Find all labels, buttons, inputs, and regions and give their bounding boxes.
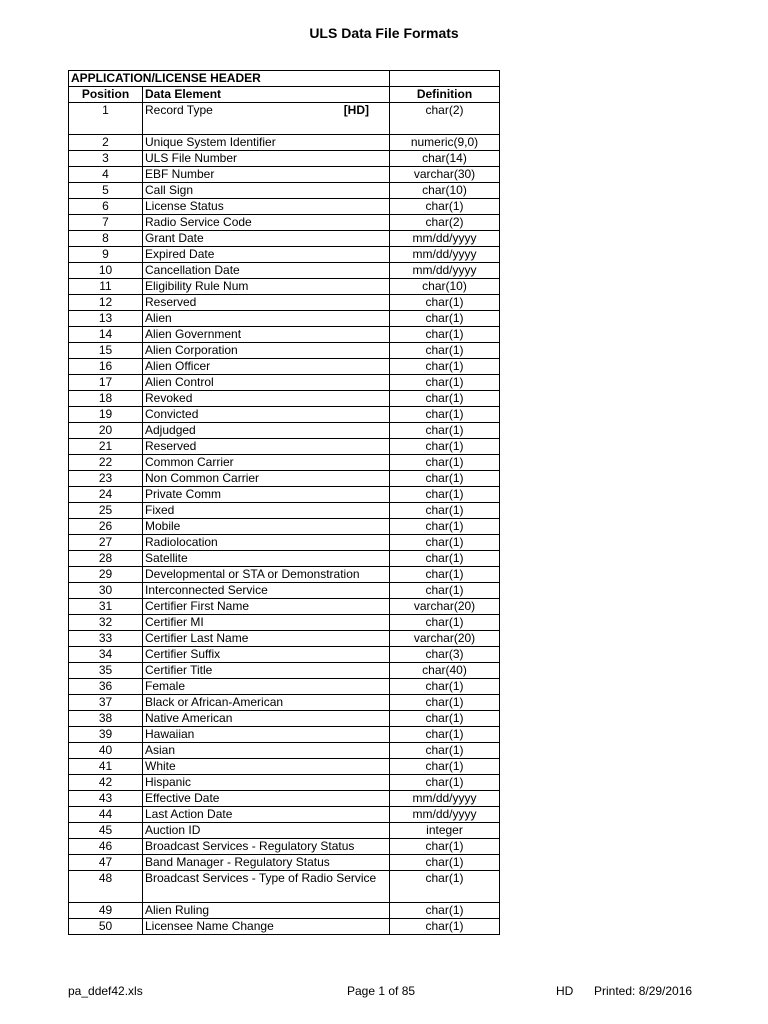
data-element-label: White	[145, 759, 176, 773]
data-element-cell	[143, 215, 390, 231]
definition-cell: char(1)	[390, 615, 500, 631]
definition-cell: char(1)	[390, 567, 500, 583]
column-header-definition: Definition	[390, 87, 500, 103]
position-cell: 9	[69, 247, 143, 263]
data-element-label: Grant Date	[145, 231, 204, 245]
definition-cell: char(1)	[390, 535, 500, 551]
data-element-cell	[143, 775, 390, 791]
data-element-cell	[143, 759, 390, 775]
data-element-cell	[143, 375, 390, 391]
position-cell: 44	[69, 807, 143, 823]
table-row	[69, 327, 500, 343]
data-element-label: Broadcast Services - Type of Radio Service	[145, 871, 377, 885]
data-element-cell	[143, 599, 390, 615]
table-row	[69, 151, 500, 167]
table-row	[69, 567, 500, 583]
data-element-label: Certifier MI	[145, 615, 204, 629]
position-cell: 37	[69, 695, 143, 711]
data-element-label: Adjudged	[145, 423, 196, 437]
position-cell: 7	[69, 215, 143, 231]
data-element-label: Revoked	[145, 391, 193, 405]
table-row	[69, 295, 500, 311]
record-tag: [HD]	[343, 103, 370, 117]
position-cell: 41	[69, 759, 143, 775]
data-element-label: Certifier First Name	[145, 599, 250, 613]
data-element-label: Non Common Carrier	[145, 471, 260, 485]
data-element-cell	[143, 663, 390, 679]
table-row	[69, 711, 500, 727]
data-element-cell	[143, 631, 390, 647]
data-element-cell	[143, 823, 390, 839]
data-element-label: Radiolocation	[145, 535, 218, 549]
data-element-cell	[143, 807, 390, 823]
position-cell: 46	[69, 839, 143, 855]
data-element-cell	[143, 439, 390, 455]
table-row	[69, 487, 500, 503]
position-cell: 11	[69, 279, 143, 295]
data-element-label: Alien Corporation	[145, 343, 238, 357]
data-element-label: Broadcast Services - Regulatory Status	[145, 839, 355, 853]
section-header-row	[69, 71, 500, 87]
position-cell: 40	[69, 743, 143, 759]
data-element-label: Private Comm	[145, 487, 222, 501]
definition-cell: char(1)	[390, 343, 500, 359]
position-cell: 28	[69, 551, 143, 567]
data-element-cell	[143, 183, 390, 199]
position-cell: 23	[69, 471, 143, 487]
section-header-blank	[390, 71, 500, 87]
data-element-label: Licensee Name Change	[145, 919, 274, 933]
column-header-position: Position	[69, 87, 143, 103]
position-cell: 8	[69, 231, 143, 247]
table-row	[69, 855, 500, 871]
position-cell: 35	[69, 663, 143, 679]
table-row	[69, 503, 500, 519]
data-element-cell	[143, 503, 390, 519]
definition-cell: char(1)	[390, 839, 500, 855]
position-cell: 5	[69, 183, 143, 199]
position-cell: 2	[69, 135, 143, 151]
data-element-label: Call Sign	[145, 183, 194, 197]
data-element-cell	[143, 647, 390, 663]
table-row	[69, 519, 500, 535]
position-cell: 21	[69, 439, 143, 455]
table-row	[69, 839, 500, 855]
position-cell: 39	[69, 727, 143, 743]
definition-cell: char(1)	[390, 487, 500, 503]
data-element-label: Hispanic	[145, 775, 192, 789]
table-row	[69, 551, 500, 567]
position-cell: 33	[69, 631, 143, 647]
definition-cell: varchar(20)	[390, 631, 500, 647]
footer-record-code: HD	[556, 984, 574, 998]
data-element-label: Female	[145, 679, 186, 693]
data-element-label: Common Carrier	[145, 455, 234, 469]
table-row	[69, 343, 500, 359]
definition-cell: char(1)	[390, 775, 500, 791]
position-cell: 27	[69, 535, 143, 551]
definition-cell: varchar(20)	[390, 599, 500, 615]
definition-cell: mm/dd/yyyy	[390, 807, 500, 823]
table-row	[69, 743, 500, 759]
data-element-label: Reserved	[145, 295, 197, 309]
data-element-label: Asian	[145, 743, 176, 757]
definition-cell: char(2)	[390, 215, 500, 231]
table-row	[69, 759, 500, 775]
table-row	[69, 615, 500, 631]
data-element-cell	[143, 551, 390, 567]
data-element-cell	[143, 263, 390, 279]
data-element-cell	[143, 919, 390, 935]
data-element-cell	[143, 391, 390, 407]
document-title: ULS Data File Formats	[309, 25, 459, 41]
definition-cell: char(1)	[390, 455, 500, 471]
position-cell: 42	[69, 775, 143, 791]
table-row	[69, 103, 500, 135]
table-row	[69, 583, 500, 599]
definition-cell: char(1)	[390, 327, 500, 343]
position-cell: 31	[69, 599, 143, 615]
position-cell: 10	[69, 263, 143, 279]
definition-cell: char(1)	[390, 407, 500, 423]
data-element-cell	[143, 279, 390, 295]
position-cell: 26	[69, 519, 143, 535]
table-row	[69, 375, 500, 391]
table-row	[69, 231, 500, 247]
table-row	[69, 359, 500, 375]
data-element-cell	[143, 455, 390, 471]
data-element-cell	[143, 791, 390, 807]
table-row	[69, 631, 500, 647]
table-row	[69, 823, 500, 839]
data-element-cell	[143, 583, 390, 599]
position-cell: 48	[69, 871, 143, 903]
definition-cell: char(10)	[390, 183, 500, 199]
position-cell: 17	[69, 375, 143, 391]
definition-cell: char(1)	[390, 199, 500, 215]
column-header-data-element: Data Element	[143, 87, 390, 103]
data-element-cell	[143, 903, 390, 919]
table-row	[69, 439, 500, 455]
data-element-label: Band Manager - Regulatory Status	[145, 855, 330, 869]
definition-cell: char(3)	[390, 647, 500, 663]
table-row	[69, 471, 500, 487]
table-row	[69, 199, 500, 215]
table-row	[69, 903, 500, 919]
position-cell: 6	[69, 199, 143, 215]
position-cell: 47	[69, 855, 143, 871]
data-element-cell	[143, 519, 390, 535]
definition-cell: char(40)	[390, 663, 500, 679]
data-element-cell	[143, 487, 390, 503]
data-element-cell	[143, 199, 390, 215]
data-element-label: Alien Officer	[145, 359, 211, 373]
data-element-cell	[143, 535, 390, 551]
position-cell: 1	[69, 103, 143, 135]
definition-cell: char(1)	[390, 743, 500, 759]
data-element-label: Certifier Suffix	[145, 647, 221, 661]
table-row	[69, 807, 500, 823]
position-cell: 50	[69, 919, 143, 935]
data-element-label: Alien Control	[145, 375, 214, 389]
data-element-cell	[143, 839, 390, 855]
data-element-label: Reserved	[145, 439, 197, 453]
definition-cell: char(1)	[390, 423, 500, 439]
table-row	[69, 423, 500, 439]
data-element-cell	[143, 295, 390, 311]
table-row	[69, 871, 500, 903]
position-cell: 24	[69, 487, 143, 503]
position-cell: 14	[69, 327, 143, 343]
table-row	[69, 407, 500, 423]
position-cell: 4	[69, 167, 143, 183]
table-row	[69, 167, 500, 183]
data-element-cell	[143, 471, 390, 487]
data-element-label: Alien Government	[145, 327, 242, 341]
position-cell: 25	[69, 503, 143, 519]
position-cell: 38	[69, 711, 143, 727]
definition-cell: char(1)	[390, 583, 500, 599]
data-element-label: ULS File Number	[145, 151, 238, 165]
data-element-label: Developmental or STA or Demonstration	[145, 567, 360, 581]
data-element-cell	[143, 615, 390, 631]
position-cell: 29	[69, 567, 143, 583]
data-element-cell	[143, 151, 390, 167]
data-element-cell	[143, 855, 390, 871]
table-row	[69, 135, 500, 151]
definition-cell: char(1)	[390, 903, 500, 919]
data-element-label: EBF Number	[145, 167, 215, 181]
table-row	[69, 279, 500, 295]
definition-cell: char(1)	[390, 519, 500, 535]
data-element-label: Expired Date	[145, 247, 215, 261]
table-row	[69, 311, 500, 327]
table-row	[69, 919, 500, 935]
data-element-cell	[143, 359, 390, 375]
definition-cell: char(1)	[390, 871, 500, 903]
data-element-label: Eligibility Rule Num	[145, 279, 249, 293]
position-cell: 15	[69, 343, 143, 359]
table-row	[69, 391, 500, 407]
data-element-cell	[143, 695, 390, 711]
position-cell: 36	[69, 679, 143, 695]
definition-cell: char(1)	[390, 551, 500, 567]
position-cell: 3	[69, 151, 143, 167]
data-element-label: Alien Ruling	[145, 903, 210, 917]
data-element-label: Alien	[145, 311, 172, 325]
data-element-cell	[143, 743, 390, 759]
table-row	[69, 215, 500, 231]
data-element-cell	[143, 407, 390, 423]
data-element-cell	[143, 167, 390, 183]
definition-cell: char(14)	[390, 151, 500, 167]
data-element-label: Black or African-American	[145, 695, 284, 709]
definition-cell: char(1)	[390, 679, 500, 695]
data-element-label: License Status	[145, 199, 224, 213]
data-element-label: Certifier Last Name	[145, 631, 249, 645]
position-cell: 49	[69, 903, 143, 919]
position-cell: 19	[69, 407, 143, 423]
definition-cell: char(1)	[390, 759, 500, 775]
section-header: APPLICATION/LICENSE HEADER	[69, 71, 390, 87]
data-element-label: Record Type	[145, 103, 213, 117]
definition-cell: char(1)	[390, 727, 500, 743]
footer-filename: pa_ddef42.xls	[68, 984, 143, 998]
definition-cell: char(1)	[390, 295, 500, 311]
definition-cell: numeric(9,0)	[390, 135, 500, 151]
footer-page-number: Page 1 of 85	[347, 984, 416, 998]
definition-cell: integer	[390, 823, 500, 839]
data-element-cell	[143, 679, 390, 695]
data-element-cell	[143, 567, 390, 583]
data-element-label: Cancellation Date	[145, 263, 240, 277]
position-cell: 16	[69, 359, 143, 375]
footer-printed-date: Printed: 8/29/2016	[594, 984, 693, 998]
definition-cell: char(1)	[390, 359, 500, 375]
position-cell: 18	[69, 391, 143, 407]
data-element-label: Radio Service Code	[145, 215, 252, 229]
position-cell: 22	[69, 455, 143, 471]
table-row	[69, 647, 500, 663]
table-row	[69, 263, 500, 279]
table-row	[69, 727, 500, 743]
definition-cell: mm/dd/yyyy	[390, 791, 500, 807]
data-element-label: Hawaiian	[145, 727, 195, 741]
data-format-table	[68, 70, 500, 935]
data-element-label: Fixed	[145, 503, 175, 517]
data-element-label: Interconnected Service	[145, 583, 268, 597]
table-row	[69, 183, 500, 199]
data-element-label: Effective Date	[145, 791, 220, 805]
position-cell: 43	[69, 791, 143, 807]
data-element-cell	[143, 423, 390, 439]
data-element-cell	[143, 343, 390, 359]
definition-cell: char(1)	[390, 919, 500, 935]
position-cell: 32	[69, 615, 143, 631]
table-row	[69, 663, 500, 679]
data-element-cell	[143, 871, 390, 903]
definition-cell: char(1)	[390, 503, 500, 519]
table-row	[69, 791, 500, 807]
definition-cell: char(1)	[390, 855, 500, 871]
definition-cell: mm/dd/yyyy	[390, 247, 500, 263]
data-element-cell	[143, 103, 390, 135]
data-element-cell	[143, 231, 390, 247]
definition-cell: char(1)	[390, 311, 500, 327]
position-cell: 30	[69, 583, 143, 599]
definition-cell: varchar(30)	[390, 167, 500, 183]
position-cell: 13	[69, 311, 143, 327]
definition-cell: char(1)	[390, 471, 500, 487]
data-element-cell	[143, 135, 390, 151]
table-row	[69, 247, 500, 263]
data-element-cell	[143, 711, 390, 727]
position-cell: 12	[69, 295, 143, 311]
data-element-cell	[143, 311, 390, 327]
position-cell: 34	[69, 647, 143, 663]
data-element-label: Native American	[145, 711, 233, 725]
data-element-cell	[143, 327, 390, 343]
data-element-label: Satellite	[145, 551, 188, 565]
data-element-label: Last Action Date	[145, 807, 233, 821]
column-header-row	[69, 87, 500, 103]
table-row	[69, 535, 500, 551]
data-element-cell	[143, 727, 390, 743]
data-element-label: Unique System Identifier	[145, 135, 276, 149]
definition-cell: char(1)	[390, 375, 500, 391]
definition-cell: char(1)	[390, 695, 500, 711]
definition-cell: char(1)	[390, 391, 500, 407]
definition-cell: mm/dd/yyyy	[390, 263, 500, 279]
table-row	[69, 455, 500, 471]
position-cell: 20	[69, 423, 143, 439]
definition-cell: char(1)	[390, 439, 500, 455]
definition-cell: char(1)	[390, 711, 500, 727]
definition-cell: char(2)	[390, 103, 500, 135]
data-element-label: Mobile	[145, 519, 181, 533]
table-row	[69, 695, 500, 711]
data-element-cell	[143, 247, 390, 263]
table-row	[69, 679, 500, 695]
table-row	[69, 775, 500, 791]
definition-cell: mm/dd/yyyy	[390, 231, 500, 247]
data-element-label: Convicted	[145, 407, 199, 421]
table-row	[69, 599, 500, 615]
definition-cell: char(10)	[390, 279, 500, 295]
data-element-label: Auction ID	[145, 823, 201, 837]
position-cell: 45	[69, 823, 143, 839]
data-element-label: Certifier Title	[145, 663, 213, 677]
